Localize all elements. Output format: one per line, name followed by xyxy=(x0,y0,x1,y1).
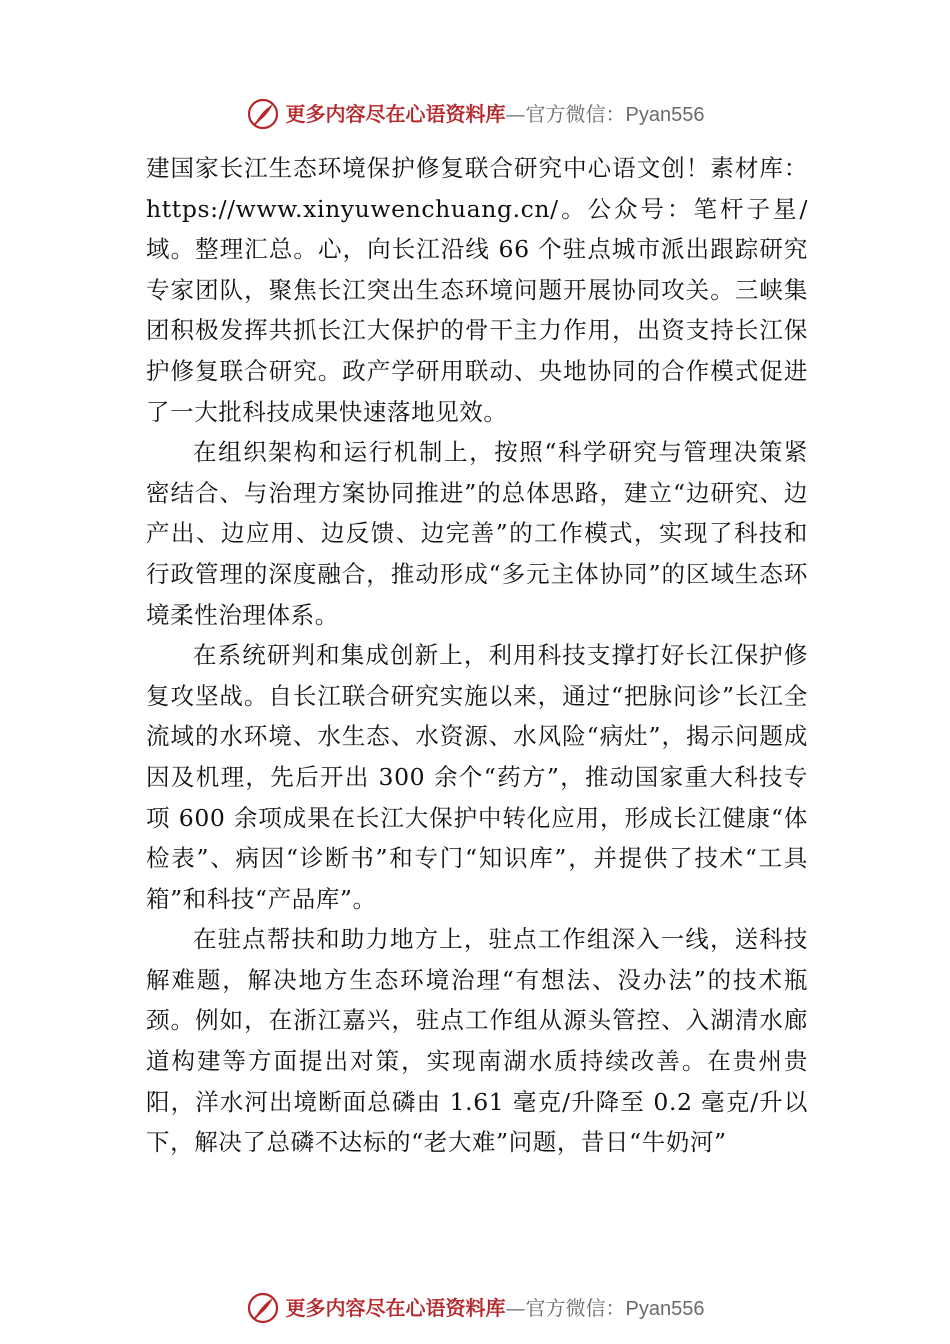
paragraph-3: 在系统研判和集成创新上，利用科技支撑打好长江保护修复攻坚战。自长江联合研究实施以来，通过“把脉问诊”长江全流域的水环境、水生态、水资源、水风险“病灶”，揭示问题成因及机理，先后开出 300 余个“药方”，推动国家重大科技专项 600 余项成果在长江大保护中转化应用，形成长江健康“体检表”、病因“诊断书”和专门“知识库”，并提供了技术“工具箱”和科技“产品库”。 xyxy=(146,641,808,913)
banner-dash: — xyxy=(505,101,526,126)
banner-wechat-id: Pyan556 xyxy=(625,1297,705,1320)
banner-site-name: 更多内容尽在心语资料库 xyxy=(285,1295,506,1320)
banner-wechat-label: 官方微信： xyxy=(525,1295,626,1320)
paragraph-2: 在组织架构和运行机制上，按照“科学研究与管理决策紧密结合、与治理方案协同推进”的总体思路，建立“边研究、边产出、边应用、边反馈、边完善”的工作模式，实现了科技和行政管理的深度融合，推动形成“多元主体协同”的区域生态环境柔性治理体系。 xyxy=(146,438,808,629)
document-body xyxy=(146,148,808,1163)
quill-logo-icon xyxy=(246,97,280,131)
header-banner xyxy=(0,94,950,134)
paragraph-1: 建国家长江生态环境保护修复联合研究中心语文创！素材库：https://www.xinyuwenchuang.cn/。公众号：笔杆子星/域。整理汇总。心，向长江沿线 66 个驻点城市派出跟踪研究专家团队，聚焦长江突出生态环境问题开展协同攻关。三峡集团积极发挥共抓长江大保护的骨干主力作用，出资支持长江保护修复联合研究。政产学研用联动、央地协同的合作模式促进了一大批科技成果快速落地见效。 xyxy=(146,154,808,426)
quill-logo-icon xyxy=(246,1291,280,1325)
banner-wechat-id: Pyan556 xyxy=(625,103,705,126)
banner-wechat-label: 官方微信： xyxy=(525,101,626,126)
banner-site-name: 更多内容尽在心语资料库 xyxy=(285,101,506,126)
paragraph-4: 在驻点帮扶和助力地方上，驻点工作组深入一线，送科技解难题，解决地方生态环境治理“有想法、没办法”的技术瓶颈。例如，在浙江嘉兴，驻点工作组从源头管控、入湖清水廊道构建等方面提出对策，实现南湖水质持续改善。在贵州贵阳，洋水河出境断面总磷由 1.61 毫克/升降至 0.2 毫克/升以下，解决了总磷不达标的“老大难”问题，昔日“牛奶河” xyxy=(146,925,808,1157)
footer-banner xyxy=(0,1288,950,1328)
banner-dash: — xyxy=(505,1295,526,1320)
